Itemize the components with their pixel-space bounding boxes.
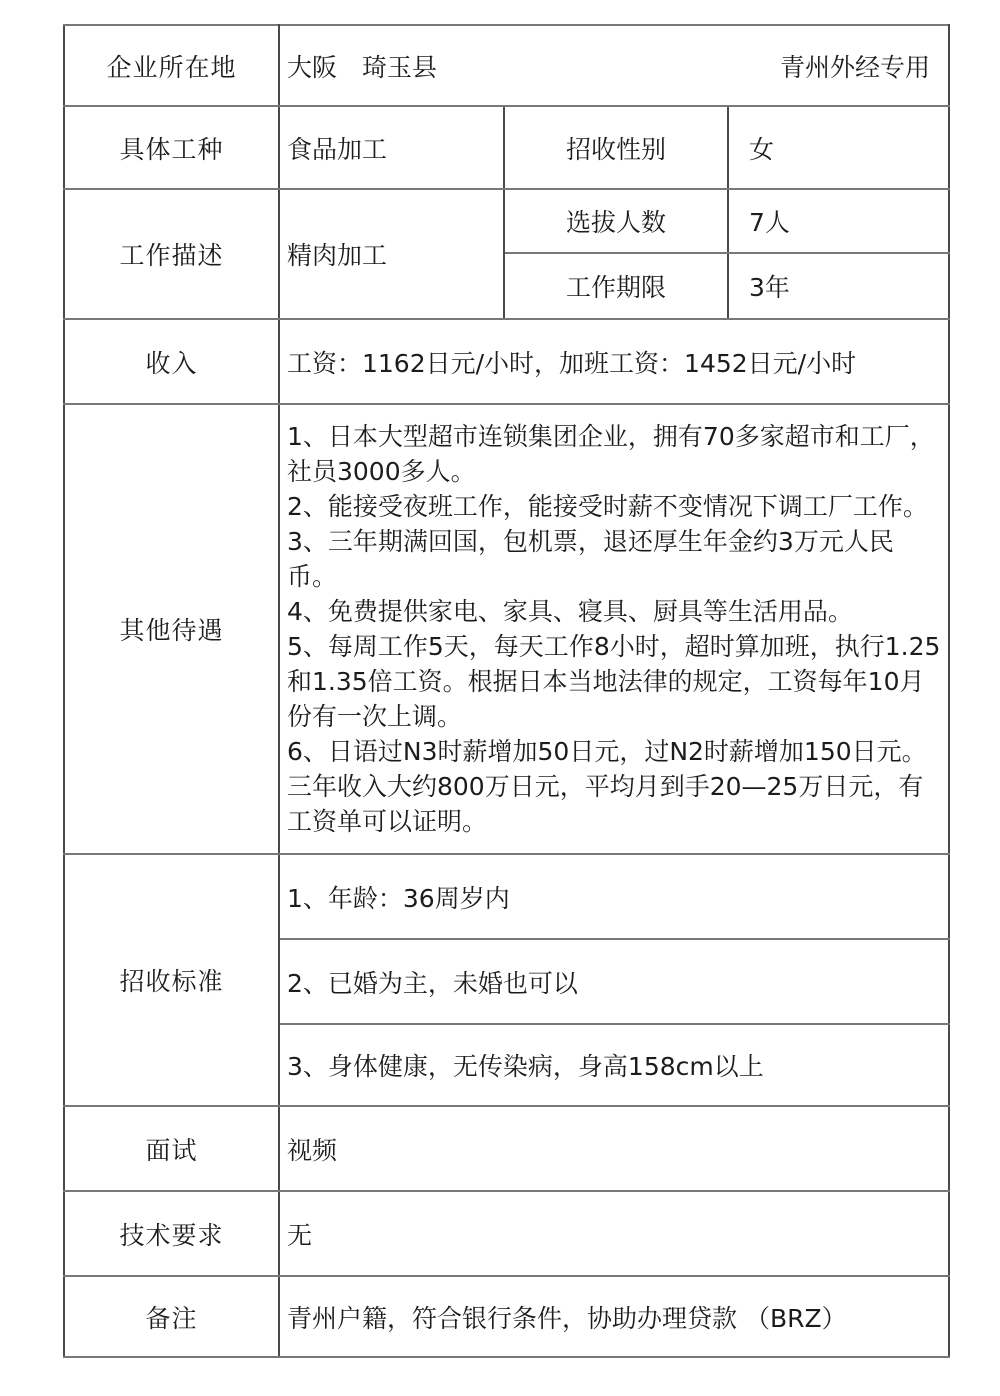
row-benefits (64, 404, 949, 854)
location-split (287, 48, 942, 84)
location-value-cell (279, 25, 949, 106)
headcount-value: 7人 (728, 189, 949, 253)
benefits-label: 其他待遇 (64, 404, 279, 854)
location-label: 企业所在地 (64, 25, 279, 106)
headcount-label: 选拔人数 (504, 189, 728, 253)
criteria-item-2: 2、已婚为主，未婚也可以 (279, 939, 949, 1024)
job-info-table (63, 24, 950, 1358)
criteria-item-1: 1、年龄：36周岁内 (279, 854, 949, 939)
gender-label: 招收性别 (504, 106, 728, 189)
job-type-label: 具体工种 (64, 106, 279, 189)
row-job-type (64, 106, 949, 189)
benefit-item-2: 2、能接受夜班工作，能接受时薪不变情况下调工厂工作。 (287, 492, 928, 521)
criteria-label: 招收标准 (64, 854, 279, 1106)
benefit-item-1: 1、日本大型超市连锁集团企业，拥有70多家超市和工厂，社员3000多人。 (287, 422, 935, 486)
location-value: 大阪 琦玉县 (287, 52, 438, 82)
remarks-value: 青州户籍，符合银行条件，协助办理贷款 （BRZ） (279, 1276, 949, 1357)
income-label: 收入 (64, 319, 279, 404)
interview-value: 视频 (279, 1106, 949, 1191)
row-criteria-1 (64, 854, 949, 939)
remarks-label: 备注 (64, 1276, 279, 1357)
row-interview (64, 1106, 949, 1191)
term-label: 工作期限 (504, 253, 728, 319)
benefits-value-cell (279, 404, 949, 854)
location-note: 青州外经专用 (780, 52, 931, 82)
benefit-item-5: 5、每周工作5天，每天工作8小时，超时算加班，执行1.25和1.35倍工资。根据日本当地法律的规定，工资每年10月份有一次上调。 (287, 632, 941, 731)
criteria-item-3: 3、身体健康，无传染病，身高158cm以上 (279, 1024, 949, 1106)
benefit-item-3: 3、三年期满回国，包机票，退还厚生年金约3万元人民币。 (287, 527, 894, 591)
job-desc-label: 工作描述 (64, 189, 279, 319)
row-remarks (64, 1276, 949, 1357)
benefit-item-6: 6、日语过N3时薪增加50日元，过N2时薪增加150日元。三年收入大约800万日元，平均月到手20—25万日元，有工资单可以证明。 (287, 737, 927, 836)
row-job-desc-headcount (64, 189, 949, 253)
interview-label: 面试 (64, 1106, 279, 1191)
skill-value: 无 (279, 1191, 949, 1276)
income-value: 工资：1162日元/小时，加班工资：1452日元/小时 (279, 319, 949, 404)
row-skill (64, 1191, 949, 1276)
row-location (64, 25, 949, 106)
benefit-item-4: 4、免费提供家电、家具、寝具、厨具等生活用品。 (287, 597, 853, 626)
gender-value: 女 (728, 106, 949, 189)
row-income (64, 319, 949, 404)
job-type-value: 食品加工 (279, 106, 504, 189)
term-value: 3年 (728, 253, 949, 319)
job-desc-value: 精肉加工 (279, 189, 504, 319)
skill-label: 技术要求 (64, 1191, 279, 1276)
